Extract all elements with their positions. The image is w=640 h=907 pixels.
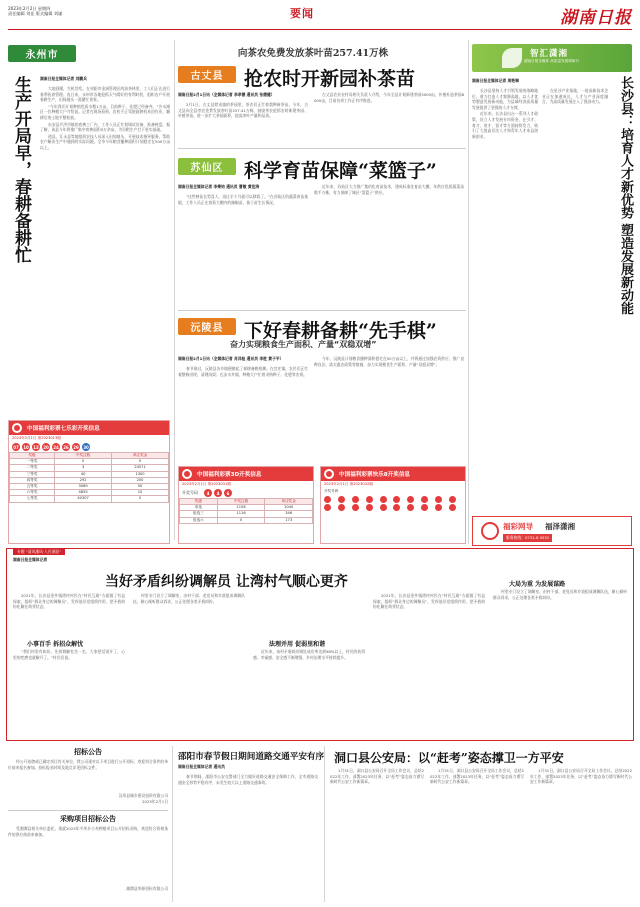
number-ball — [449, 496, 456, 503]
divider — [178, 310, 466, 311]
number-ball — [421, 504, 428, 511]
number-ball — [338, 496, 345, 503]
article1-body-left — [178, 102, 308, 144]
lottery-period: 2023年2月1日 第2023013期 — [12, 436, 61, 440]
welfare-lottery-icon — [182, 469, 192, 479]
number-ball — [421, 496, 428, 503]
number-ball: 07 — [13, 444, 19, 450]
paragraph: 2月1日，古丈县默戎镇的茶园里，茶农们正忙着栽种新茶苗。今年，古丈县向全县茶农免费发放茶叶苗257.41万株，鼓励茶农抢抓农时新建茶园、补植茶苗，进一步扩大茶园面积，提高茶叶产量和品质。 — [178, 102, 308, 119]
divider — [8, 810, 168, 811]
purchase-org: 湘潭县华源招标有限公司 — [126, 886, 168, 891]
feature-col3-text — [253, 649, 365, 737]
number-ball — [407, 504, 414, 511]
number-ball — [338, 504, 345, 511]
column-divider — [324, 746, 325, 902]
number-ball — [324, 504, 331, 511]
paragraph: 近年来，长沙县出台一系列人才政策，设立人才发展专项资金，在引才、育才、用才、留才等方面持续发力，吸引了大批高层次人才和青年人才来县创新创业。 — [472, 111, 538, 139]
divider — [178, 148, 466, 149]
column-divider — [468, 40, 469, 544]
feature-label: 专题 “清风湘风·人民满意” — [13, 548, 65, 555]
feature-col2-text — [133, 593, 245, 737]
notice-date: 2023年2月1日 — [142, 798, 168, 804]
table-row — [10, 496, 169, 502]
cell: 0 — [112, 459, 169, 465]
number-ball: 4 — [204, 489, 212, 497]
paragraph: 1月31日，洞口县公安局召开全局工作会议，总结2022年工作，部署2023年任务，以“赶考”姿态奋力谱写新时代公安工作新篇章。 — [530, 768, 632, 785]
feature-col1-text-2 — [13, 649, 125, 737]
notice-org: 汉寿县城乡建设投资有限公司 — [118, 793, 168, 798]
left-paragraph: “今年我们计划种植优质水稻1万亩，目前种子、化肥已经备齐。”冷水滩区一位种粮大户介绍说。记者在现场看到，农机手正驾驶旋耕机来回作业，翻耕后的土地平整松软。 — [40, 103, 170, 120]
notice-title: 招标公告 — [74, 748, 102, 756]
section-title: 要闻 — [290, 7, 314, 20]
cell: 六等奖 — [10, 490, 55, 496]
paragraph: 经公开选聘或已确定项目有关单位，我公司现对以下项目进行公开招标，欢迎符合条件的单位前来报名参加。投标报名时间及地点详见招标文件。 — [8, 759, 168, 770]
prize-table — [9, 452, 169, 503]
lottery-period: 2023年2月1日 第2023031期 — [182, 482, 231, 486]
leaf-icon — [502, 48, 522, 68]
masthead-info — [8, 6, 62, 17]
cell: 三等奖 — [10, 471, 55, 477]
column-header: 中奖注数 — [217, 499, 265, 505]
article1-body-right — [314, 92, 464, 144]
number-ball — [324, 496, 331, 503]
number-ball: 20 — [43, 444, 49, 450]
feature-section — [6, 548, 634, 741]
column-header: 单注奖金 — [265, 499, 313, 505]
paragraph: 1月31日，洞口县公安局召开全局工作会议，总结2022年工作，部署2023年任务，以“赶考”姿态奋力谱写新时代公安工作新篇章。 — [330, 768, 424, 785]
article2-tag: 苏仙区 — [178, 158, 236, 175]
number-ball — [393, 504, 400, 511]
paragraph: 古丈县农业农村局相关负责人介绍，今年全县计划新建茶园5000亩，补植补造茶园8000亩，目前各项工作正有序推进。 — [314, 92, 464, 103]
feature-subhead-1: 小事百手 拆招众解忧 — [27, 641, 84, 648]
feature-col5-text — [493, 589, 627, 737]
masthead — [8, 4, 632, 26]
cell: 1158 — [217, 505, 265, 511]
number-ball — [380, 504, 387, 511]
cell: 24571 — [112, 465, 169, 471]
special-number-ball: 30 — [83, 444, 89, 450]
table-header-row — [10, 453, 169, 459]
number-ball: 29 — [73, 444, 79, 450]
right-body-col2 — [542, 88, 608, 508]
lottery-numbers — [179, 488, 313, 498]
article2-body-right — [314, 184, 464, 306]
paragraph: 1月31日，洞口县公安局召开全局工作会议，总结2022年工作，部署2023年任务，以“赶考”姿态奋力谱写新时代公安工作新篇章。 — [430, 768, 524, 785]
paragraph: “这些秧苗长势喜人，再过半个月就可以移栽了。”在苏仙区的蔬菜育苗基地，工作人员正在查看大棚内的辣椒苗、茄子苗生长情况。 — [178, 194, 308, 205]
traffic-byline: 湖南日报全媒体记者 通讯员 — [178, 764, 225, 769]
cell: 50 — [112, 484, 169, 490]
numbers-label: 开奖号码 — [324, 489, 339, 493]
lottery-header — [321, 467, 465, 481]
lottery-title: 中国福利彩票七乐彩开奖信息 — [27, 426, 100, 432]
column-header: 奖级 — [10, 453, 55, 459]
paragraph: 春节刚过，沅陵县各乡镇便掀起了春耕备耕热潮。在官庄镇，农民们正忙着整修田埂、清理沟渠；在凉水井镇，种粮大户忙着采购种子、化肥等农资。 — [178, 366, 308, 377]
welfare-lottery-icon — [12, 423, 22, 433]
tender-notice — [8, 747, 168, 807]
left-paragraph: 道县、江永县等地组织农技人员深入田间地头，开展技术指导服务，帮助农户解决生产中遇到的实际问题。全市今年粮食播种面积计划稳定在500万亩以上。 — [40, 133, 170, 150]
column-header: 单注奖金 — [112, 453, 169, 459]
traffic-headline: 邵阳市春节假日期间道路交通平安有序 — [178, 752, 325, 762]
welfare-lottery-icon — [324, 469, 334, 479]
table-header-row — [180, 499, 313, 505]
paragraph: 春节期间，邵阳市公安交警部门全力做好道路交通安全保障工作，全市道路交通安全形势平稳有序，未发生较大以上道路交通事故。 — [178, 774, 318, 785]
ad-slogan: 福泽潇湘 — [545, 522, 575, 531]
cell: 1116 — [217, 511, 265, 517]
cell: 组选六 — [180, 517, 218, 523]
cell: 单选 — [180, 505, 218, 511]
left-byline: 湖南日报全媒体记者 刘鹏兵 — [40, 76, 87, 81]
left-headline: 生产开局早，春耕备耕忙 — [11, 76, 31, 263]
banner-title: 智汇潇湘 — [530, 49, 569, 59]
feature-headline: 当好矛盾纠纷调解员 让湾村气顺心更齐 — [105, 574, 348, 590]
number-ball: 13 — [33, 444, 39, 450]
number-ball — [393, 496, 400, 503]
article1-headline: 抢农时开新园补茶苗 — [244, 68, 416, 90]
number-ball — [366, 496, 373, 503]
feature-subhead-2: 法理并用 促弱里和谐 — [269, 641, 326, 648]
date-line: 2023年2月2日 星期四 — [8, 6, 51, 11]
cell: 3089 — [55, 484, 112, 490]
paragraph: 近年来，苏仙区大力推广集约化育苗技术，建成标准化育苗大棚，年供应优质蔬菜苗数千万株，有力保障了城区“菜篮子”供应。 — [314, 184, 464, 195]
lottery-header — [179, 467, 313, 481]
paragraph: 今年，沅陵县计划粮食播种面积稳定在50万亩以上，并将通过加强农资供应、推广良种良法、落实惠农政策等措施，奋力实现粮食生产面积、产量“双稳双增”。 — [314, 356, 464, 367]
newspaper-logo: 湖南日报 — [560, 8, 632, 28]
lottery-qilecai — [8, 420, 170, 544]
article1-tag: 古丈县 — [178, 66, 236, 83]
number-ball — [407, 496, 414, 503]
number-ball: 24 — [53, 444, 59, 450]
cell: 七等奖 — [10, 496, 55, 502]
lottery-title: 中国福利彩票快乐8开奖信息 — [339, 472, 411, 478]
cell: 二等奖 — [10, 465, 55, 471]
left-article-body — [40, 86, 170, 416]
feature-subhead-3: 大局为重 为发展谋路 — [509, 581, 566, 588]
cell: 0 — [217, 517, 265, 523]
cell: 1040 — [265, 505, 313, 511]
ad-hotline: 服务热线：0731-8 0552 — [503, 534, 552, 542]
header-rule — [8, 29, 632, 30]
right-byline: 湖南日报全媒体记者 周艳琳 — [472, 78, 519, 83]
paragraph: 长沙县坚持人才引领发展的战略地位，着力打造人才集聚高地，以人才优势塑造发展新动能，为县域经济高质量发展提供了坚强的人才支撑。 — [472, 88, 538, 110]
ad-brand: 福彩网导 — [503, 522, 533, 531]
paragraph: 村里专门设立了调解室，由村干部、老党员和乡贤组成调解队伍，耐心倾听群众诉求，公正处理各类矛盾纠纷。 — [133, 593, 245, 604]
table-row — [180, 517, 313, 523]
purchase-body — [8, 826, 168, 886]
column-divider — [172, 746, 173, 902]
number-ball — [352, 504, 359, 511]
cell: 组选三 — [180, 511, 218, 517]
cell: 五等奖 — [10, 484, 55, 490]
cell: 200 — [112, 477, 169, 483]
article1-kicker: 向茶农免费发放茶叶苗257.41万株 — [237, 48, 389, 59]
number-ball: 4 — [214, 489, 222, 497]
number-ball — [435, 504, 442, 511]
article3-body-left — [178, 366, 308, 460]
article2-byline: 湖南日报全媒体记者 李秉钧 通讯员 曹敏 黄佳涛 — [178, 184, 260, 189]
number-ball: 6 — [224, 489, 232, 497]
number-ball — [435, 496, 442, 503]
cell: 40307 — [55, 496, 112, 502]
police-body-col1 — [330, 768, 424, 902]
banner-subtitle: 湖南日报全媒体 高质量发展调研行 — [524, 59, 580, 63]
number-ball: 26 — [63, 444, 69, 450]
lottery-logo-icon — [481, 522, 499, 540]
notice-body — [8, 759, 168, 793]
prize-table — [179, 498, 313, 524]
kuaile8-grid — [321, 495, 465, 512]
article3-byline: 湖南日报2月1日讯（全媒体记者 肖洋桂 通讯员 李胜 黄子平） — [178, 356, 284, 361]
column-header: 中奖注数 — [55, 453, 112, 459]
lottery-kuaile8 — [320, 466, 466, 544]
feature-byline: 湖南日报全媒体记者 — [13, 557, 48, 562]
paragraph: “我们村里有纠纷，先到调解室坐一坐，大家把话说开了，心里的疙瘩也就解开了。”村民们说。 — [13, 649, 125, 660]
police-headline: 洞口县公安局：以“赶考”姿态撑卫一方平安 — [334, 751, 564, 765]
cell: 4855 — [55, 490, 112, 496]
feature-col1-text — [13, 593, 125, 633]
welfare-lottery-ad — [472, 516, 632, 546]
article3-tag: 沅陵县 — [178, 318, 236, 335]
right-body-col1 — [472, 88, 538, 508]
number-ball — [449, 504, 456, 511]
cell: 四等奖 — [10, 477, 55, 483]
cell: 0 — [55, 459, 112, 465]
number-ball — [380, 496, 387, 503]
paragraph: 在星沙产业基地，一批高新技术企业正在加速成长，人才与产业深度融合，为高质量发展注入了强劲动力。 — [542, 88, 608, 105]
number-ball: 10 — [23, 444, 29, 450]
article2-headline: 科学育苗保障“菜篮子” — [244, 160, 437, 182]
region-badge: 永州市 — [8, 45, 76, 62]
paragraph: 受湘潭县相关单位委托，现就2023年平坝乡小麦种植项目公开招标采购，欢迎符合资格条件的供应商前来参加。 — [8, 826, 168, 837]
cell: 5 — [112, 496, 169, 502]
column-banner — [472, 44, 632, 72]
lottery-title: 中国福利彩票3D开奖信息 — [197, 472, 262, 478]
police-body-col3 — [530, 768, 632, 902]
paragraph: 近年来，该村矛盾纠纷调处成功率达到98%以上，村民的获得感、幸福感、安全感不断增强，乡村治理水平持续提升。 — [253, 649, 365, 660]
paragraph: 2021年，长沙县金井镇湾村村民在“村民互助”方面做了有益探索，组织“群众身边的调解员”，发挥基层党组织作用，把矛盾纠纷化解在萌芽状态。 — [13, 593, 125, 610]
paragraph: 2021年，长沙县金井镇湾村村民在“村民互助”方面做了有益探索，组织“群众身边的调解员”，发挥基层党组织作用，把矛盾纠纷化解在萌芽状态。 — [373, 593, 485, 610]
cell: 292 — [55, 477, 112, 483]
column-header: 奖级 — [180, 499, 218, 505]
article2-body-left — [178, 194, 308, 306]
article3-body-right — [314, 356, 464, 460]
number-ball — [352, 496, 359, 503]
article3-headline: 下好春耕备耕“先手棋” — [244, 320, 437, 342]
cell: 173 — [265, 517, 313, 523]
cell: 1300 — [112, 471, 169, 477]
purchase-title: 采购项目招标公告 — [60, 815, 116, 823]
traffic-body — [178, 774, 318, 900]
numbers-label: 开奖号码 — [182, 490, 198, 495]
left-paragraph: 东安县芦洪市镇的育秧工厂内，工作人员正忙着调试设备、准备秧盘。据了解，该县今年将推广集中育秧面积5万余亩，为早稻生产打下坚实基础。 — [40, 121, 170, 133]
cell: 40 — [55, 471, 112, 477]
column-divider — [174, 40, 175, 540]
lottery-header — [9, 421, 169, 435]
article3-subhead: 奋力实现粮食生产面积、产量“双稳双增” — [230, 340, 377, 349]
cell: 一等奖 — [10, 459, 55, 465]
left-paragraph: 大地回暖，生机勃发。在祁阳市金洞管理区的油茶林里，工人们正在进行春季抚育管理。连日来，永州市各地抢抓天气晴好的有利时机，组织农户开展春耕生产，田间地头一派繁忙景象。 — [40, 86, 170, 103]
cell: 3 — [55, 465, 112, 471]
edition-line: 责任编辑 刘佳 版式编辑 刘谦 — [8, 11, 63, 17]
cell: 10 — [112, 490, 169, 496]
cell: 346 — [265, 511, 313, 517]
lottery-numbers — [9, 442, 169, 452]
lottery-3d — [178, 466, 314, 544]
feature-col4-text — [373, 593, 485, 737]
right-headline: 长沙县：培育人才新优势 塑造发展新动能 — [618, 76, 633, 315]
police-body-col2 — [430, 768, 524, 902]
paragraph: 村里专门设立了调解室，由村干部、老党员和乡贤组成调解队伍，耐心倾听群众诉求，公正处理各类矛盾纠纷。 — [493, 589, 627, 600]
number-ball — [366, 504, 373, 511]
article1-byline: 湖南日报2月1日讯（全媒体记者 李孝德 通讯员 张德健） — [178, 92, 275, 97]
purchase-notice — [8, 814, 168, 902]
lottery-period: 2023年2月1日 第2023032期 — [324, 482, 373, 486]
